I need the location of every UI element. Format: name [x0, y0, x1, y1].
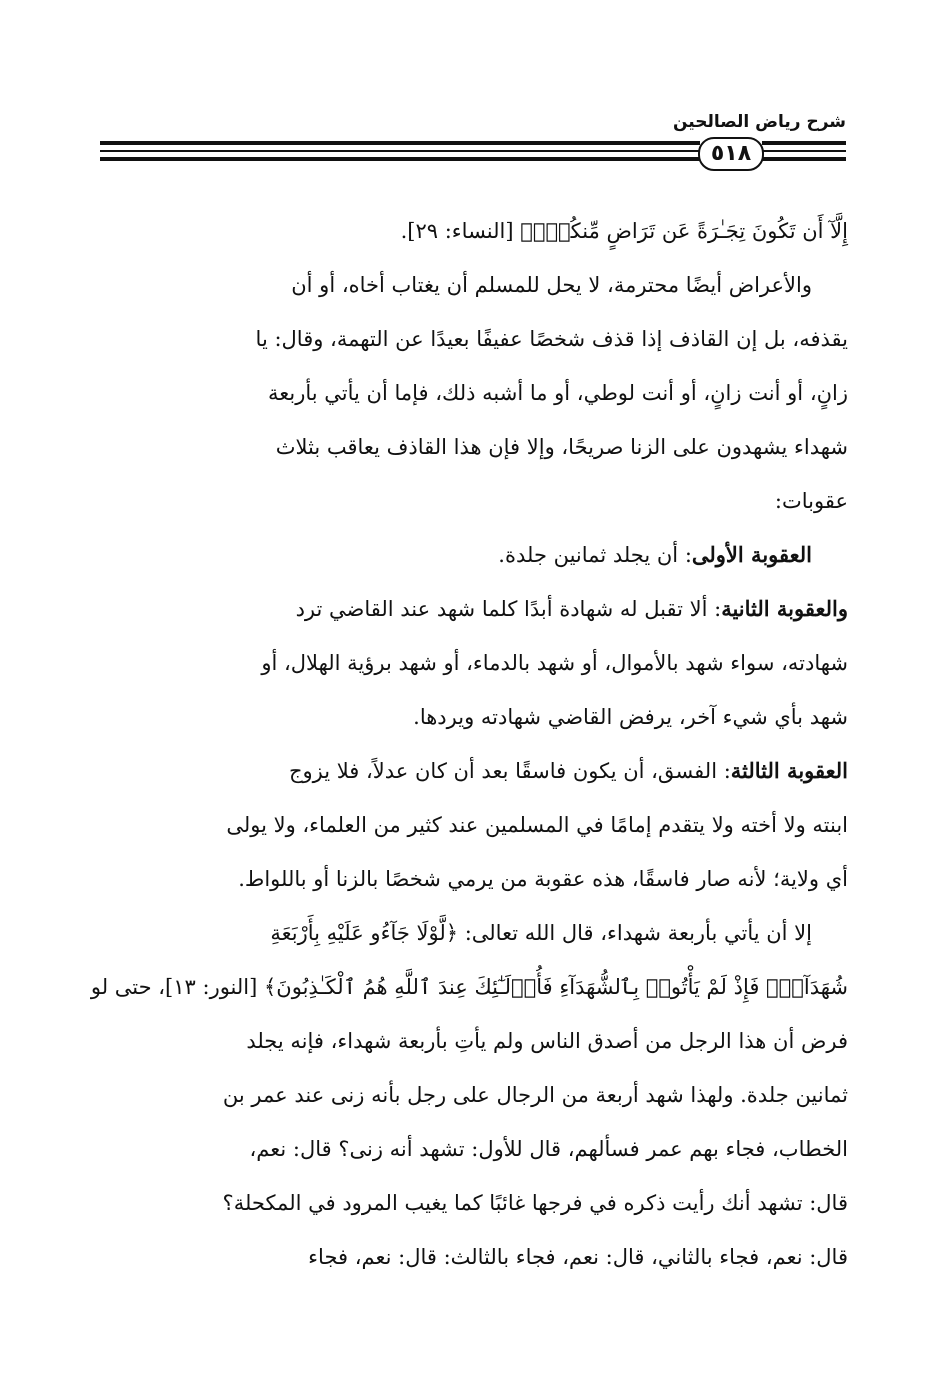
text-line: [100, 1230, 848, 1284]
header-rule-bottom-left: [100, 157, 700, 161]
page-body: [90, 204, 848, 1284]
text-line: [100, 312, 848, 366]
section-heading: العقوبة الأولى: [691, 542, 812, 567]
quran-verse: إِلَّآ أَن تَكُونَ تِجَـٰرَةً عَن تَرَاضٍ مِّنكُمْۚ﴾: [520, 219, 848, 243]
line-text: شهادته، سواء شهد بالأموال، أو شهد بالدماء، أو شهد برؤية الهلال، أو: [261, 651, 848, 675]
line-text: : ألا تقبل له شهادة أبدًا كلما شهد عند القاضي ترد: [295, 597, 722, 621]
citation: [النساء: ٢٩].: [400, 219, 521, 243]
text-line: [100, 852, 848, 906]
line-text: : أن يجلد ثمانين جلدة.: [498, 543, 692, 567]
line-text: الخطاب، فجاء بهم عمر فسألهم، قال للأول: تشهد أنه زنى؟ قال: نعم،: [249, 1137, 848, 1161]
page-header: [100, 110, 846, 170]
line-text: فرض أن هذا الرجل من أصدق الناس ولم يأتِ بأربعة شهداء، فإنه يجلد: [246, 1029, 848, 1053]
text-line: [100, 906, 848, 960]
text-line: [100, 798, 848, 852]
text-line: [100, 474, 848, 528]
quran-verse: ﴿لَّوْلَا جَآءُو عَلَيْهِ بِأَرْبَعَةِ: [270, 921, 459, 945]
quran-verse: شُهَدَآءَۚ فَإِذْ لَمْ يَأْتُوا۟ بِٱلشُّهَدَآءِ فَأُو۟لَـٰٓئِكَ عِندَ ٱللَّهِ هُمُ ٱلْكَـٰذِبُونَ﴾: [264, 975, 848, 999]
text-line: [100, 1176, 848, 1230]
line-text: والأعراض أيضًا محترمة، لا يحل للمسلم أن يغتاب أخاه، أو أن: [291, 273, 812, 297]
header-rule-mid-left: [100, 150, 700, 152]
line-text: ثمانين جلدة. ولهذا شهد أربعة من الرجال على رجل بأنه زنى عند عمر بن: [222, 1083, 848, 1107]
text-line: [100, 1068, 848, 1122]
text-line: [100, 582, 848, 636]
line-text: زانٍ، أو أنت زانٍ، أو أنت لوطي، أو ما أشبه ذلك، فإما أن يأتي بأربعة: [267, 381, 848, 405]
text-line: [100, 258, 848, 312]
text-line: [100, 690, 848, 744]
line-text: عقوبات:: [774, 489, 848, 513]
line-text: شهداء يشهدون على الزنا صريحًا، وإلا فإن هذا القاذف يعاقب بثلاث: [275, 435, 848, 459]
text-line: [90, 960, 848, 1014]
text-line: [100, 636, 848, 690]
book-title: شرح رياض الصالحين: [672, 112, 846, 132]
line-text: إلا أن يأتي بأربعة شهداء، قال الله تعالى:: [458, 921, 812, 945]
line-text: قال: تشهد أنك رأيت ذكره في فرجها غائبًا كما يغيب المرود في المكحلة؟: [222, 1191, 848, 1215]
text-line: [100, 744, 848, 798]
text-line: [100, 1122, 848, 1176]
section-heading: والعقوبة الثانية: [721, 596, 848, 621]
header-rule-top-right: [762, 141, 846, 145]
text-line: [100, 1014, 848, 1068]
text-line: [100, 528, 848, 582]
text-line: [100, 420, 848, 474]
header-rule-bottom-right: [762, 157, 846, 161]
header-rule-top-left: [100, 141, 700, 145]
line-text: ابنته ولا أخته ولا يتقدم إمامًا في المسلمين عند كثير من العلماء، ولا يولى: [226, 813, 848, 837]
text-line: [100, 366, 848, 420]
line-text: يقذفه، بل إن القاذف إذا قذف شخصًا عفيفًا بعيدًا عن التهمة، وقال: يا: [255, 327, 848, 351]
line-text: أي ولاية؛ لأنه صار فاسقًا، هذه عقوبة من يرمي شخصًا بالزنا أو باللواط.: [238, 867, 848, 891]
line-text: [النور: ١٣]، حتى لو: [90, 975, 264, 999]
text-line: [100, 204, 848, 258]
header-rule-mid-right: [762, 150, 846, 152]
line-text: قال: نعم، فجاء بالثاني، قال: نعم، فجاء بالثالث: قال: نعم، فجاء: [308, 1245, 848, 1269]
page-number: ٥١٨: [698, 137, 764, 171]
line-text: شهد بأي شيء آخر، يرفض القاضي شهادته ويردها.: [413, 705, 848, 729]
section-heading: العقوبة الثالثة: [730, 758, 848, 783]
line-text: : الفسق، أن يكون فاسقًا بعد أن كان عدلاً، فلا يزوج: [288, 759, 731, 783]
